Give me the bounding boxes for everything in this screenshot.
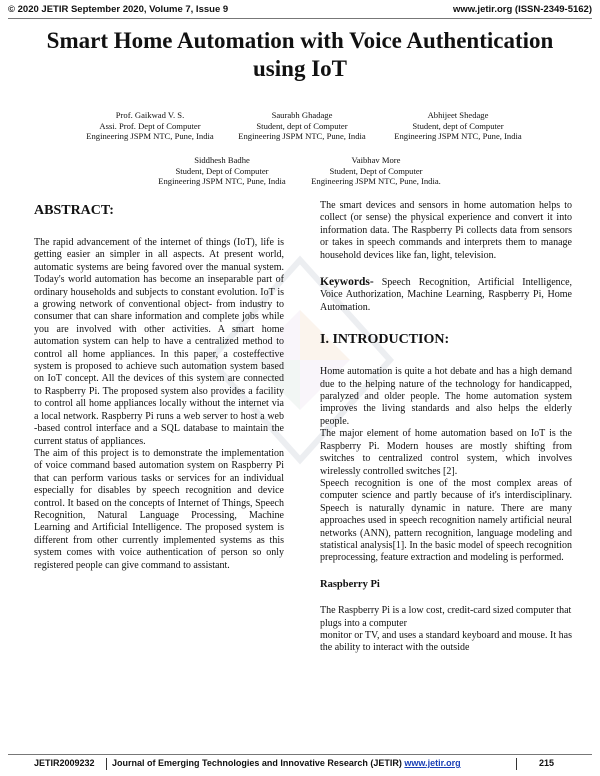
author-3 (368, 110, 548, 142)
journal-website-issn: www.jetir.org (ISSN-2349-5162) (452, 4, 592, 15)
journal-citation (112, 758, 461, 768)
header-divider (8, 18, 592, 19)
right-column (320, 200, 572, 655)
page-number: 215 (538, 758, 554, 768)
keywords-label: Keywords- (320, 276, 374, 289)
page-footer (8, 758, 592, 772)
author-affiliation: Engineering JSPM NTC, Pune, India (238, 131, 366, 141)
abstract-paragraph-3: The smart devices and sensors in home automation helps to collect (or sense) the physical experience and convert it into information data. The Raspberry Pi collects data from sensors or takes in speech commands and interprets them to manage household devices like fan, light, television. (320, 200, 572, 261)
author-name: Siddhesh Badhe (194, 155, 250, 165)
keywords-text: Speech Recognition, Artificial Intelligence, Voice Authorization, Machine Learning, Raspberry Pi, Home Automation. (320, 277, 573, 313)
paper-id: JETIR2009232 (34, 758, 95, 768)
intro-paragraph-3: Speech recognition is one of the most complex areas of computer science and partly because of it's interdisciplinary. Speech is naturally dynamic in nature. There are many approaches used in speech recognition namely artificial neural networks (ANN), pattern recognition, language modeling and statistical analysis[1]. In the basic model of speech recognition preprocessing, feature extraction and modeling is performed. (320, 477, 572, 564)
footer-divider (8, 754, 592, 755)
journal-link[interactable]: www.jetir.org (404, 758, 461, 768)
page-header (0, 0, 600, 20)
author-role: Student, dept of Computer (412, 120, 504, 131)
introduction-heading: I. INTRODUCTION: (320, 332, 450, 348)
author-name: Vaibhav More (351, 155, 401, 165)
author-name: Abhijeet Shedage (427, 110, 489, 120)
author-4 (132, 155, 312, 187)
author-affiliation: Engineering JSPM NTC, Pune, India (158, 176, 286, 186)
journal-name: Journal of Emerging Technologies and Innovative Research (JETIR) (112, 758, 402, 768)
footer-separator (516, 758, 517, 770)
intro-paragraph-1: Home automation is quite a hot debate and has a high demand due to the helping nature of the technology for handicapped, paralyzed and older people. The home automation system improves the living standards and also helps the elderly people. (320, 366, 572, 427)
author-5 (286, 155, 466, 187)
author-name: Prof. Gaikwad V. S. (115, 110, 185, 120)
author-2 (212, 110, 392, 142)
author-role: Student, Dept of Computer (329, 165, 423, 176)
abstract-paragraph-2: The aim of this project is to demonstrate the implementation of voice command based automation system on Raspberry Pi that can perform various tasks or services for an individual especially for disables by speech recognition and device control. It based on the concepts of Internet of Things, Speech Recognition, Natural Language Processing, Machine Learning and Artificial Intelligence. The proposed system is different from other currently implemented systems as this system comes with voice authentication of person so only registered people can give command to assistant. (34, 447, 284, 571)
rpi-line-1: The Raspberry Pi is a low cost, credit-card sized computer that plugs into a computer (320, 605, 572, 629)
intro-paragraph-2: The major element of home automation based on IoT is the Raspberry Pi. Modern houses are mostly shifting from switches to centralized control system, which involves wirelessly controlled switches [2]. (320, 428, 572, 477)
left-column (34, 203, 284, 572)
author-affiliation: Engineering JSPM NTC, Pune, India. (311, 176, 441, 186)
footer-separator (106, 758, 107, 770)
title-line-2: using IoT (253, 56, 347, 81)
abstract-heading: ABSTRACT: (34, 203, 114, 218)
abstract-paragraph-1: The rapid advancement of the internet of things (IoT), life is getting easier an simpler in all aspects. At present world, automatic systems are being favored over the manual system. Today's world automation has become an inseparable part of ordinary households and subjects to constant evolution. IoT is a growing network of conventional object- from industry to consumer that can share information and complete jobs while you are involved with other activities. A smart home automation system can help to have a centralized method to control all home appliances. In this paper, a costeffective system is proposed to achieve such automation system based on IoT concept. All the devices of this system are connected to Raspberry Pi. The proposed system also provides a facility to control all home appliances locally without the internet via a local network. Raspberry Pi runs a web server to host a web -based control interface and a SQL database to maintain the current status of appliances. (34, 237, 284, 447)
paper-title (20, 27, 580, 83)
author-role: Student, Dept of Computer (175, 165, 269, 176)
title-line-1: Smart Home Automation with Voice Authentication (46, 28, 554, 53)
keywords-paragraph (320, 276, 572, 314)
journal-issue-info: © 2020 JETIR September 2020, Volume 7, Issue 9 (8, 4, 229, 15)
author-role: Assi. Prof. Dept of Computer (99, 120, 201, 131)
author-name: Saurabh Ghadage (271, 110, 333, 120)
author-affiliation: Engineering JSPM NTC, Pune, India (86, 131, 214, 141)
raspberry-pi-heading: Raspberry Pi (320, 578, 380, 590)
rpi-line-2: monitor or TV, and uses a standard keyboard and mouse. It has the ability to interact with the outside (320, 629, 572, 654)
author-role: Student, dept of Computer (256, 120, 348, 131)
author-affiliation: Engineering JSPM NTC, Pune, India (394, 131, 522, 141)
